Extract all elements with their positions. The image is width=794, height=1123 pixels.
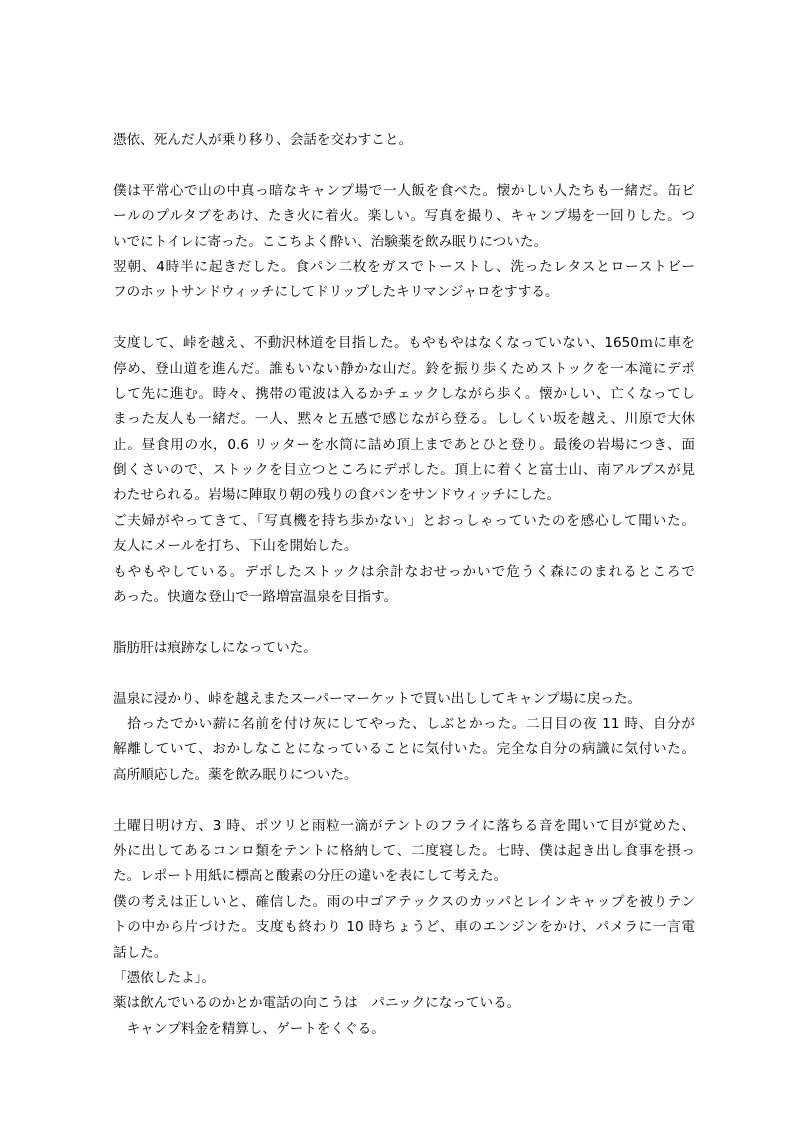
text-line: まった友人も一緒だ。一人、黙々と五感で感じながら登る。ししくい坂を越え、川原で大休 (113, 411, 695, 428)
paragraph (113, 687, 695, 712)
paragraph (113, 255, 695, 306)
text-line: いでにトイレに寄った。ここちよく酔い、治験薬を飲み眠りについた。 (113, 233, 548, 250)
text-line: た。レポート用紙に標高と酸素の分圧の違いを表にして考えた。 (113, 868, 508, 885)
text-line: 翌朝、4時半に起きだした。食パン二枚をガスでトーストし、洗ったレタスとローストビー (113, 258, 695, 275)
text-line: 友人にメールを打ち、下山を開始した。 (113, 538, 358, 555)
text-line: あった。快適な登山で一路増富温泉を目指す。 (113, 589, 398, 606)
paragraph (113, 1017, 695, 1042)
blank-line (113, 610, 695, 635)
paragraph (113, 128, 695, 153)
text-line: 僕は平常心で山の中真っ暗なキャンプ場で一人飯を食べた。懐かしい人たちも一緒だ。缶ビ (113, 182, 695, 199)
text-line: 「憑依したよ」。 (113, 969, 215, 986)
text-line: 高所順応した。薬を飲み眠りについた。 (113, 766, 358, 783)
paragraph (113, 712, 695, 788)
text-line: ールのプルタブをあけ、たき火に着火。楽しい。写真を撮り、キャンプ場を一回りした。つ (113, 208, 695, 225)
text-line: もやもやしている。デポしたストックは余計なおせっかいで危うく森にのまれるところで (113, 563, 695, 580)
text-line: 停め、登山道を進んだ。誰もいない静かな山だ。鈴を振り歩くためストックを一本滝にデポ (113, 360, 695, 377)
paragraph (113, 560, 695, 611)
paragraph (113, 636, 695, 661)
text-line: 薬は飲んでいるのかとか電話の向こうは パニックになっている。 (113, 995, 521, 1012)
document-body (113, 128, 695, 1042)
text-line: 脂肪肝は痕跡なしになっていた。 (113, 639, 317, 656)
text-line: 憑依、死んだ人が乗り移り、会話を交わすこと。 (113, 132, 413, 148)
blank-line (113, 788, 695, 813)
blank-line (113, 153, 695, 178)
paragraph (113, 814, 695, 890)
text-line: して先に進む。時々、携帯の電波は入るかチェックしながら歩く。懐かしい、亡くなってし (113, 385, 695, 402)
text-line: 解離していて、おかしなことになっていることに気付いた。完全な自分の病識に気付いた。 (113, 741, 695, 758)
paragraph (113, 966, 695, 991)
paragraph (113, 890, 695, 966)
text-line: フのホットサンドウィッチにしてドリップしたキリマンジャロをすする。 (113, 284, 559, 301)
text-line: 拾ったでかい薪に名前を付け灰にしてやった、しぶとかった。二日目の夜 11 時、自分が (113, 715, 695, 732)
text-line: 温泉に浸かり、峠を越えまたスーパーマーケットで買い出ししてキャンプ場に戻った。 (113, 690, 642, 707)
paragraph (113, 179, 695, 255)
text-line: 僕の考えは正しいと、確信した。雨の中ゴアテックスのカッパとレインキャップを被りテン (113, 893, 695, 910)
text-line: 土曜日明け方、3 時、ポツリと雨粒一滴がテントのフライに落ちる音を聞いて目が覚めた、 (113, 817, 695, 834)
text-line: トの中から片づけた。支度も終わり 10 時ちょうど、車のエンジンをかけ、パメラに一言電 (113, 919, 695, 936)
paragraph (113, 991, 695, 1016)
text-line: 倒くさいので、ストックを目立つところにデポした。頂上に着くと富士山、南アルプスが見 (113, 462, 695, 479)
text-line: 外に出してあるコンロ類をテントに格納して、二度寝した。七時、僕は起き出し食事を摂っ (113, 842, 695, 859)
text-line: キャンプ料金を精算し、ゲートをくぐる。 (113, 1020, 385, 1037)
text-line: わたせられる。岩場に陣取り朝の残りの食パンをサンドウィッチにした。 (113, 487, 561, 504)
text-line: 止。昼食用の水，0.6 リッターを水筒に詰め頂上まであとひと登り。最後の岩場につき、面 (113, 436, 695, 453)
text-line: 話した。 (113, 944, 168, 961)
blank-line (113, 661, 695, 686)
text-line: ご夫婦がやってきて、「写真機を持ち歩かない」とおっしゃっていたのを感心して聞いた。 (113, 512, 695, 529)
text-line: 支度して、峠を越え、不動沢林道を目指した。もやもやはなくなっていない、1650ｍに車を (113, 335, 695, 352)
paragraph (113, 509, 695, 560)
paragraph (113, 331, 695, 509)
blank-line (113, 306, 695, 331)
